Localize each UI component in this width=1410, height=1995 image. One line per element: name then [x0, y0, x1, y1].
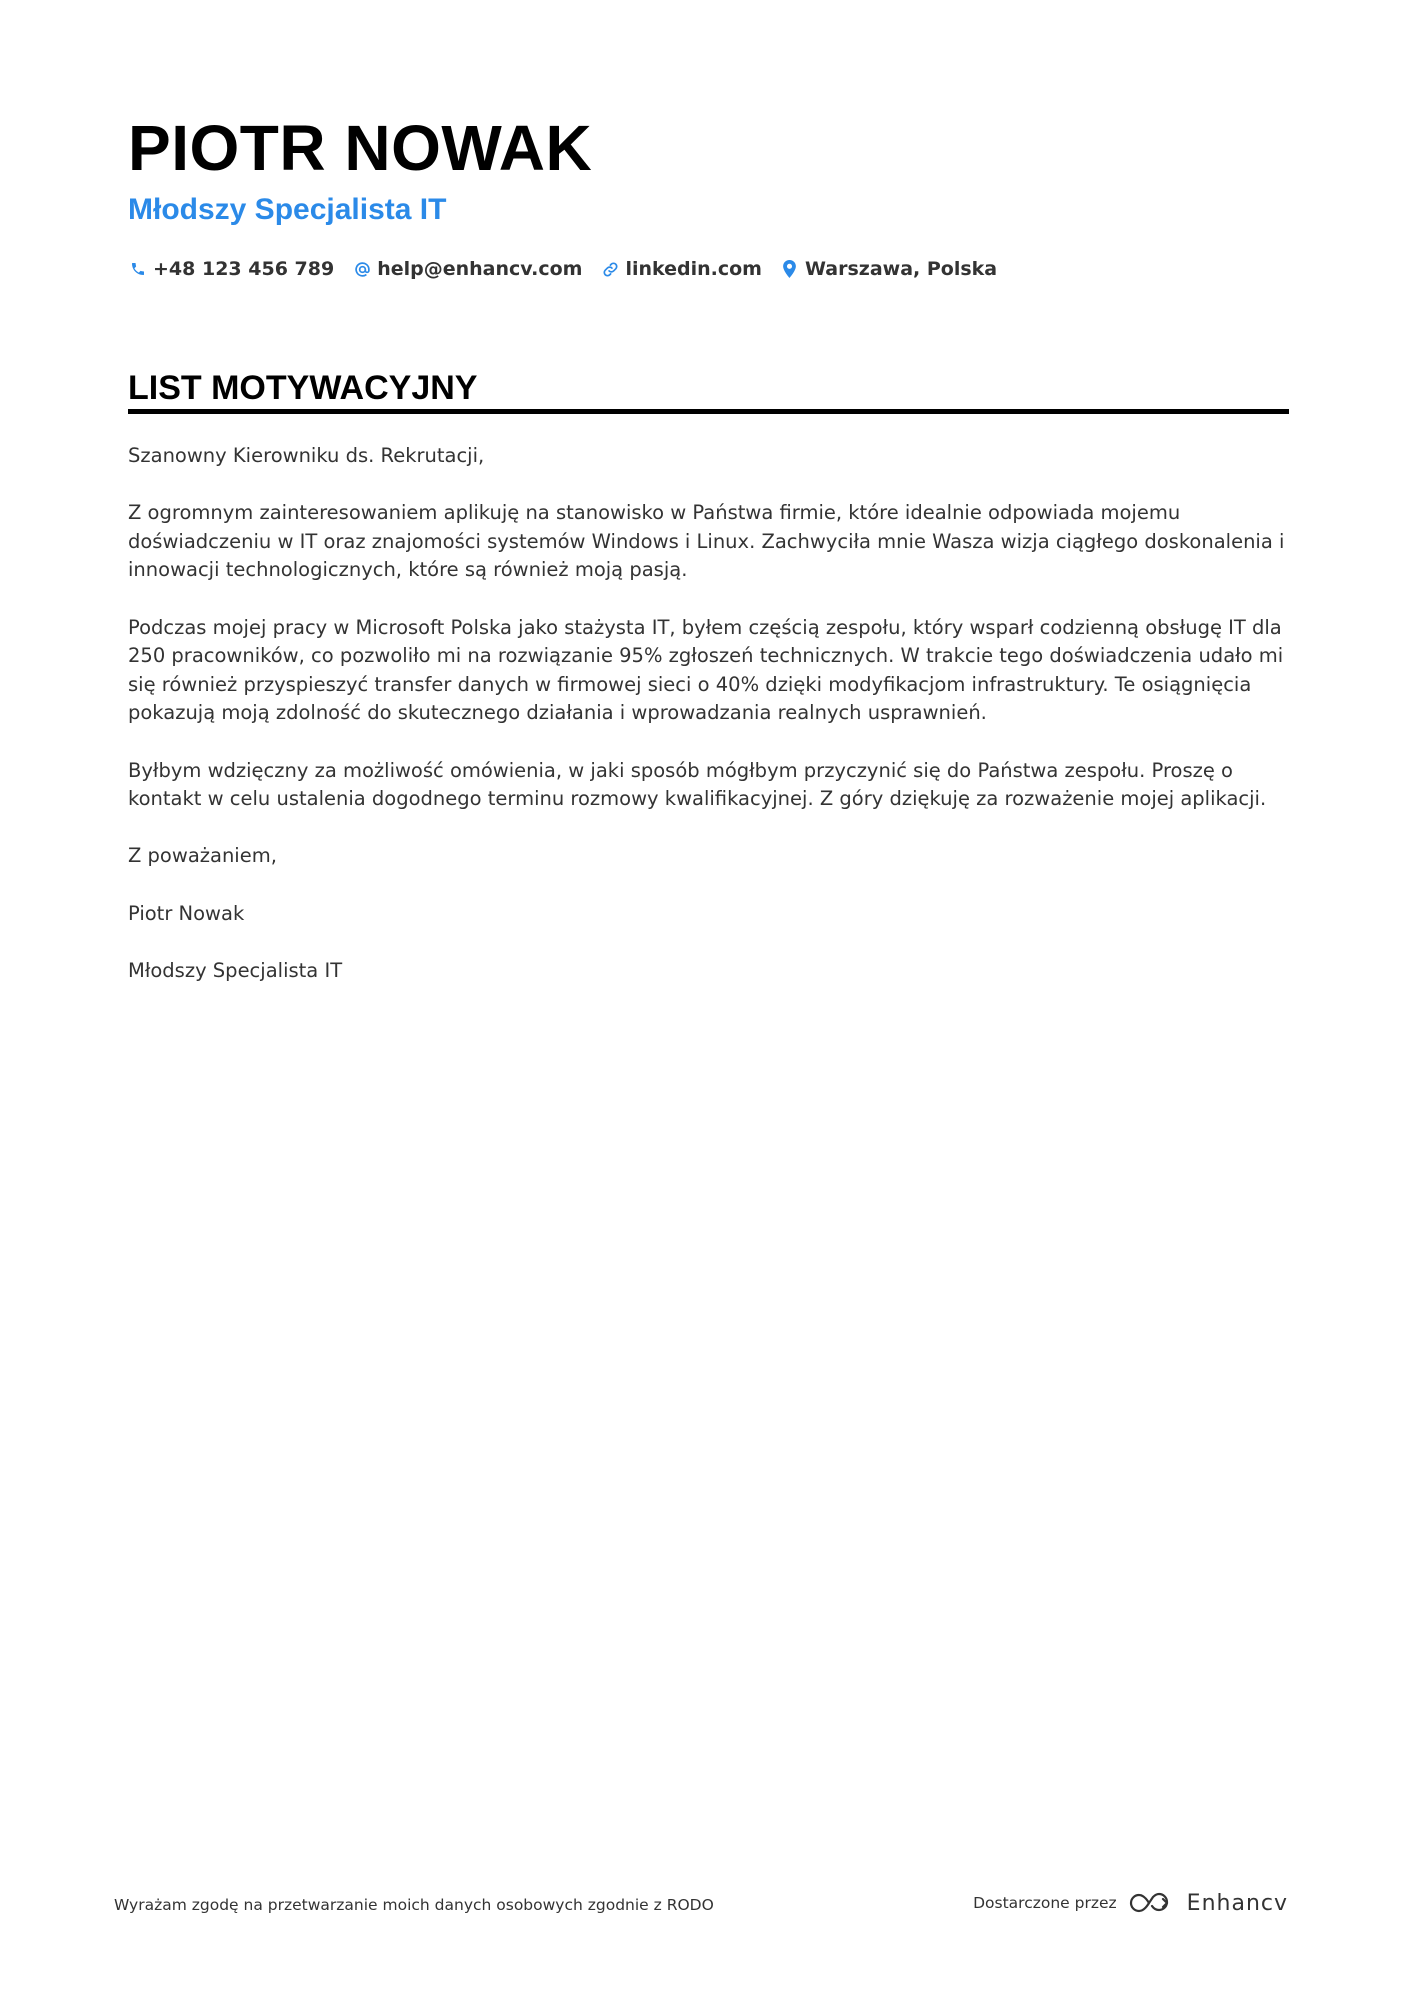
closing: Z poważaniem, — [128, 844, 277, 868]
candidate-title: Młodszy Specjalista IT — [128, 193, 447, 226]
phone-icon — [128, 259, 148, 279]
powered-by-label: Dostarczone przez — [973, 1894, 1117, 1912]
contact-email[interactable] — [352, 258, 582, 280]
signature-name: Piotr Nowak — [128, 901, 245, 925]
letter-paragraph-1: Z ogromnym zainteresowaniem aplikuję na stanowisko w Państwa firmie, które idealnie odpowiada mojemu doświadczeniu w IT oraz znajomości systemów Windows i Linux. Zachwyciła mnie Wasza wizja ciągłego doskonalenia i innowacji technologicznych, które są również moją pasją. — [128, 501, 1285, 582]
at-icon — [352, 259, 372, 279]
phone-text: +48 123 456 789 — [153, 258, 335, 280]
enhancv-logo-icon — [1129, 1890, 1175, 1916]
link-icon — [600, 259, 620, 279]
letter-paragraph-3: Byłbym wdzięczny za możliwość omówienia, w jaki sposób mógłbym przyczynić się do Państwa zespołu. Proszę o kontakt w celu ustalenia dogodnego terminu rozmowy kwalifikacyjnej. Z góry dziękuję za rozważenie mojej aplikacji. — [128, 758, 1267, 811]
salutation: Szanowny Kierowniku ds. Rekrutacji, — [128, 444, 485, 467]
location-text: Warszawa, Polska — [804, 258, 998, 280]
contact-location — [780, 258, 997, 280]
contact-bar — [128, 254, 1015, 284]
location-pin-icon — [780, 259, 800, 279]
linkedin-text[interactable]: linkedin.com — [625, 258, 762, 280]
contact-phone — [128, 258, 334, 280]
candidate-name: PIOTR NOWAK — [128, 112, 593, 184]
powered-by[interactable] — [973, 1886, 1288, 1920]
heading-divider — [128, 409, 1289, 414]
enhancv-brand: Enhancv — [1186, 1890, 1288, 1916]
letter-paragraph-2: Podczas mojej pracy w Microsoft Polska jako stażysta IT, byłem częścią zespołu, który wsparł codzienną obsługę IT dla 250 pracowników, co pozwoliło mi na rozwiązanie 95% zgłoszeń technicznych. W trakcie tego doświadczenia udało mi się również przyspieszyć transfer danych w firmowej sieci o 40% dzięki modyfikacjom infrastruktury. Te osiągnięcia pokazują moją zdolność do skutecznego działania i wprowadzania realnych usprawnień. — [128, 615, 1284, 725]
signature-title: Młodszy Specjalista IT — [128, 958, 343, 982]
letter-body — [128, 442, 1298, 1014]
contact-linkedin[interactable] — [600, 258, 762, 280]
letter-heading: LIST MOTYWACYJNY — [128, 369, 478, 407]
gdpr-consent: Wyrażam zgodę na przetwarzanie moich danych osobowych zgodnie z RODO — [114, 1896, 714, 1914]
email-text[interactable]: help@enhancv.com — [377, 258, 583, 280]
